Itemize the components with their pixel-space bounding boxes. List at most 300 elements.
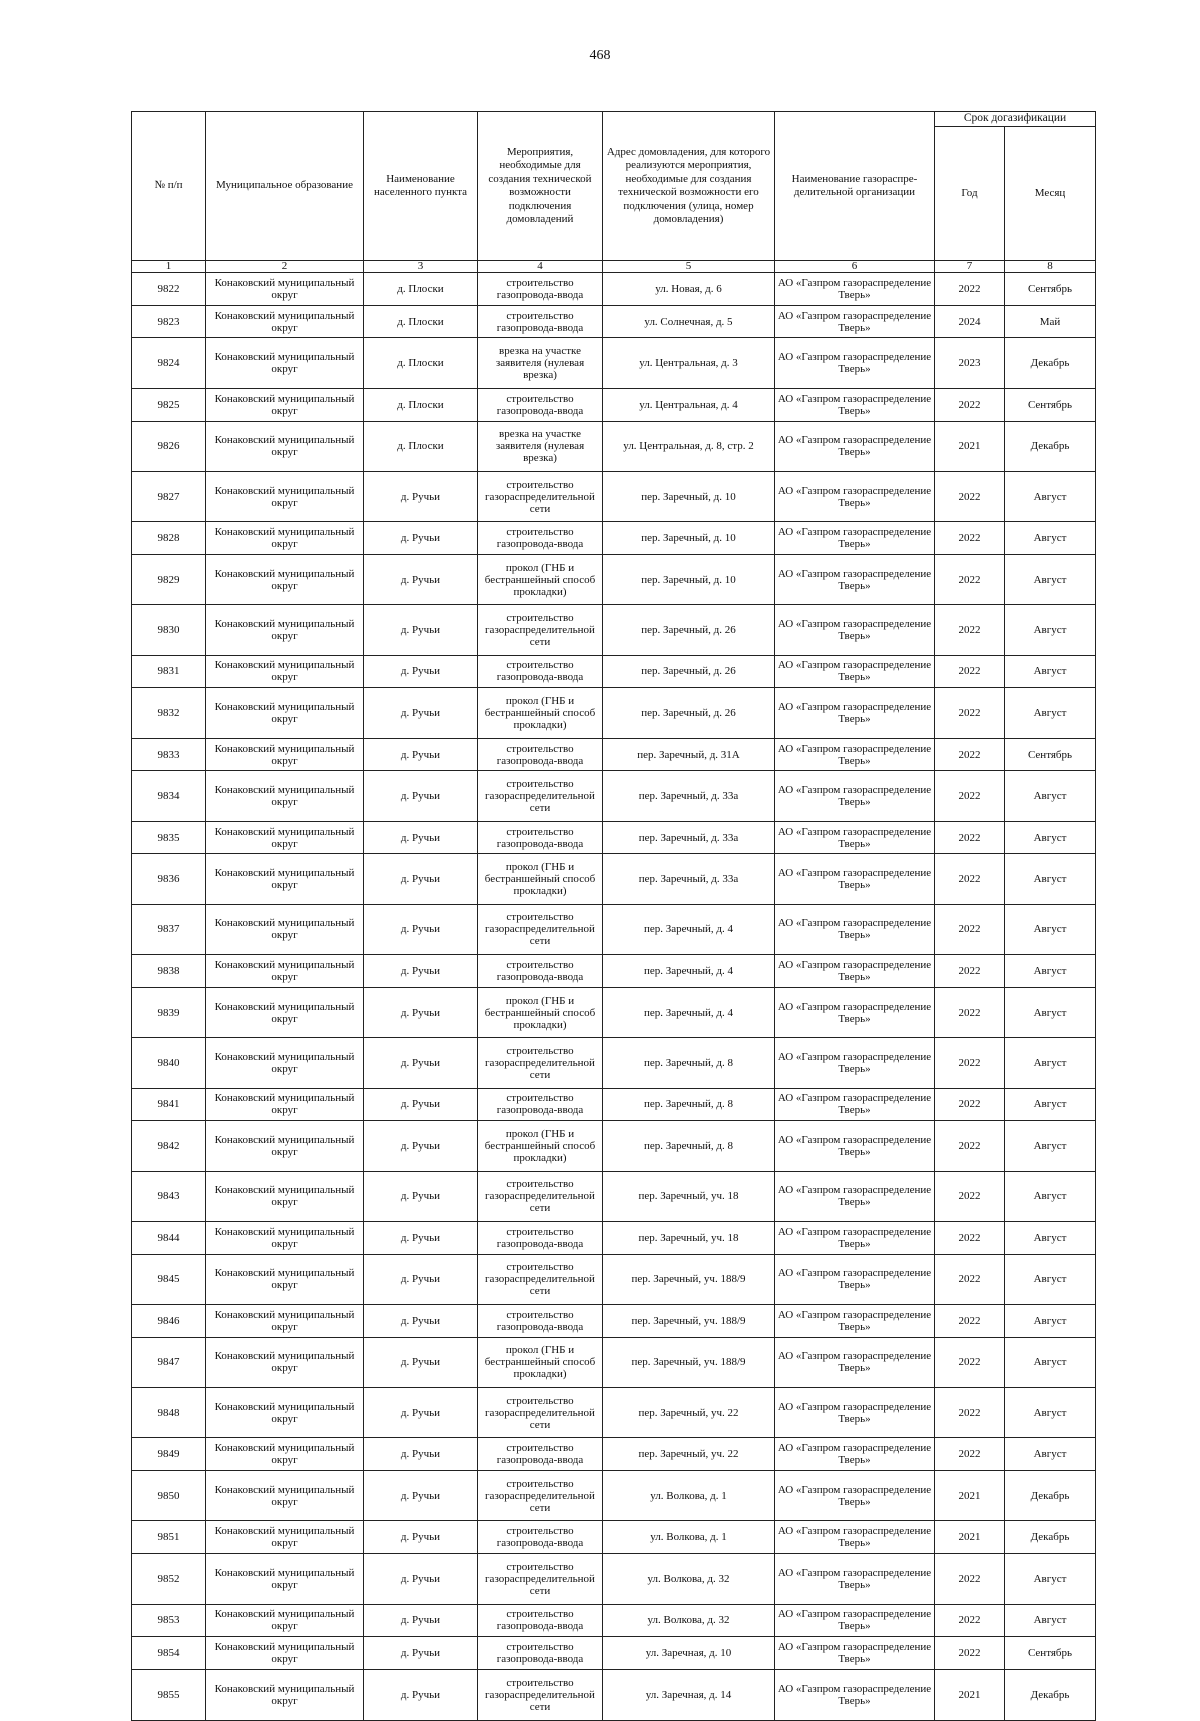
year-cell: 2022 xyxy=(935,1337,1005,1387)
municipality-cell: Конаковский муниципальный округ xyxy=(206,955,364,988)
municipality-cell: Конаковский муниципальный округ xyxy=(206,1305,364,1338)
settlement-cell: д. Ручьи xyxy=(364,605,478,655)
measure-cell: строительство газопровода-ввода xyxy=(478,1637,603,1670)
row-number: 9831 xyxy=(132,655,206,688)
year-cell: 2022 xyxy=(935,1088,1005,1121)
table-row xyxy=(132,1254,1096,1304)
table-row xyxy=(132,471,1096,521)
row-number: 9828 xyxy=(132,522,206,555)
row-number: 9849 xyxy=(132,1438,206,1471)
address-cell: пер. Заречный, уч. 188/9 xyxy=(603,1337,775,1387)
municipality-cell: Конаковский муниципальный округ xyxy=(206,1554,364,1604)
table-row xyxy=(132,1471,1096,1521)
table-row xyxy=(132,1171,1096,1221)
table-row xyxy=(132,554,1096,604)
settlement-cell: д. Ручьи xyxy=(364,1171,478,1221)
month-cell: Август xyxy=(1005,987,1096,1037)
month-cell: Август xyxy=(1005,1254,1096,1304)
table-row xyxy=(132,421,1096,471)
row-number: 9844 xyxy=(132,1221,206,1254)
month-cell: Декабрь xyxy=(1005,1521,1096,1554)
year-cell: 2022 xyxy=(935,655,1005,688)
address-cell: пер. Заречный, д. 26 xyxy=(603,688,775,738)
row-number: 9840 xyxy=(132,1038,206,1088)
address-cell: пер. Заречный, уч. 18 xyxy=(603,1171,775,1221)
org-cell: АО «Газпром газораспределение Тверь» xyxy=(775,1121,935,1171)
address-cell: ул. Волкова, д. 1 xyxy=(603,1521,775,1554)
org-cell: АО «Газпром газораспределение Тверь» xyxy=(775,955,935,988)
year-cell: 2021 xyxy=(935,1471,1005,1521)
settlement-cell: д. Ручьи xyxy=(364,1388,478,1438)
measure-cell: строительство газопровода-ввода xyxy=(478,655,603,688)
settlement-cell: д. Ручьи xyxy=(364,1221,478,1254)
col-number: 4 xyxy=(478,261,603,273)
year-cell: 2022 xyxy=(935,854,1005,904)
row-number: 9842 xyxy=(132,1121,206,1171)
address-cell: пер. Заречный, уч. 22 xyxy=(603,1388,775,1438)
municipality-cell: Конаковский муниципальный округ xyxy=(206,1388,364,1438)
org-cell: АО «Газпром газораспределение Тверь» xyxy=(775,605,935,655)
municipality-cell: Конаковский муниципальный округ xyxy=(206,1337,364,1387)
row-number: 9845 xyxy=(132,1254,206,1304)
settlement-cell: д. Ручьи xyxy=(364,1438,478,1471)
month-cell: Август xyxy=(1005,1088,1096,1121)
municipality-cell: Конаковский муниципальный округ xyxy=(206,1669,364,1720)
row-number: 9851 xyxy=(132,1521,206,1554)
municipality-cell: Конаковский муниципальный округ xyxy=(206,771,364,821)
municipality-cell: Конаковский муниципальный округ xyxy=(206,1471,364,1521)
address-cell: пер. Заречный, д. 10 xyxy=(603,522,775,555)
year-cell: 2022 xyxy=(935,1221,1005,1254)
measure-cell: строительство газораспределительной сети xyxy=(478,904,603,954)
month-cell: Август xyxy=(1005,1305,1096,1338)
header-municipality: Муниципальное образование xyxy=(206,112,364,261)
measure-cell: прокол (ГНБ и бестраншейный способ прокладки) xyxy=(478,1337,603,1387)
address-cell: пер. Заречный, уч. 188/9 xyxy=(603,1305,775,1338)
table-row xyxy=(132,1337,1096,1387)
row-number: 9822 xyxy=(132,273,206,306)
month-cell: Август xyxy=(1005,554,1096,604)
address-cell: ул. Центральная, д. 3 xyxy=(603,338,775,388)
col-number: 5 xyxy=(603,261,775,273)
year-cell: 2022 xyxy=(935,1554,1005,1604)
measure-cell: строительство газораспределительной сети xyxy=(478,1471,603,1521)
org-cell: АО «Газпром газораспределение Тверь» xyxy=(775,1604,935,1637)
measure-cell: врезка на участке заявителя (нулевая врезка) xyxy=(478,421,603,471)
col-number: 6 xyxy=(775,261,935,273)
org-cell: АО «Газпром газораспределение Тверь» xyxy=(775,1669,935,1720)
org-cell: АО «Газпром газораспределение Тверь» xyxy=(775,854,935,904)
measure-cell: строительство газопровода-ввода xyxy=(478,1221,603,1254)
month-cell: Август xyxy=(1005,955,1096,988)
header-measures: Мероприятия, необходимые для создания технической возможности подключения домовладений xyxy=(478,112,603,261)
col-number: 8 xyxy=(1005,261,1096,273)
settlement-cell: д. Плоски xyxy=(364,273,478,306)
org-cell: АО «Газпром газораспределение Тверь» xyxy=(775,738,935,771)
settlement-cell: д. Ручьи xyxy=(364,1038,478,1088)
row-number: 9836 xyxy=(132,854,206,904)
org-cell: АО «Газпром газораспределение Тверь» xyxy=(775,1038,935,1088)
municipality-cell: Конаковский муниципальный округ xyxy=(206,1038,364,1088)
measure-cell: строительство газораспределительной сети xyxy=(478,1254,603,1304)
municipality-cell: Конаковский муниципальный округ xyxy=(206,338,364,388)
year-cell: 2022 xyxy=(935,904,1005,954)
month-cell: Август xyxy=(1005,904,1096,954)
address-cell: пер. Заречный, д. 4 xyxy=(603,955,775,988)
month-cell: Август xyxy=(1005,1038,1096,1088)
year-cell: 2022 xyxy=(935,388,1005,421)
org-cell: АО «Газпром газораспределение Тверь» xyxy=(775,1337,935,1387)
measure-cell: строительство газопровода-ввода xyxy=(478,1521,603,1554)
settlement-cell: д. Ручьи xyxy=(364,1305,478,1338)
year-cell: 2022 xyxy=(935,1604,1005,1637)
table-row xyxy=(132,1038,1096,1088)
address-cell: пер. Заречный, уч. 188/9 xyxy=(603,1254,775,1304)
org-cell: АО «Газпром газораспределение Тверь» xyxy=(775,1471,935,1521)
municipality-cell: Конаковский муниципальный округ xyxy=(206,1121,364,1171)
municipality-cell: Конаковский муниципальный округ xyxy=(206,987,364,1037)
municipality-cell: Конаковский муниципальный округ xyxy=(206,421,364,471)
settlement-cell: д. Ручьи xyxy=(364,987,478,1037)
row-number: 9852 xyxy=(132,1554,206,1604)
table-row xyxy=(132,821,1096,854)
settlement-cell: д. Ручьи xyxy=(364,1121,478,1171)
row-number: 9846 xyxy=(132,1305,206,1338)
page-number: 468 xyxy=(589,48,611,63)
org-cell: АО «Газпром газораспределение Тверь» xyxy=(775,1254,935,1304)
year-cell: 2024 xyxy=(935,305,1005,338)
org-cell: АО «Газпром газораспределение Тверь» xyxy=(775,1088,935,1121)
measure-cell: строительство газораспределительной сети xyxy=(478,1038,603,1088)
gasification-table xyxy=(131,111,1096,1721)
measure-cell: строительство газопровода-ввода xyxy=(478,388,603,421)
table-body xyxy=(132,273,1096,1721)
table-row xyxy=(132,655,1096,688)
month-cell: Август xyxy=(1005,1121,1096,1171)
table-row xyxy=(132,955,1096,988)
measure-cell: строительство газопровода-ввода xyxy=(478,1604,603,1637)
address-cell: пер. Заречный, д. 33а xyxy=(603,854,775,904)
row-number: 9853 xyxy=(132,1604,206,1637)
org-cell: АО «Газпром газораспределение Тверь» xyxy=(775,471,935,521)
month-cell: Сентябрь xyxy=(1005,388,1096,421)
settlement-cell: д. Ручьи xyxy=(364,1471,478,1521)
row-number: 9843 xyxy=(132,1171,206,1221)
measure-cell: строительство газораспределительной сети xyxy=(478,1669,603,1720)
settlement-cell: д. Ручьи xyxy=(364,1637,478,1670)
municipality-cell: Конаковский муниципальный округ xyxy=(206,388,364,421)
row-number: 9823 xyxy=(132,305,206,338)
year-cell: 2022 xyxy=(935,605,1005,655)
year-cell: 2022 xyxy=(935,987,1005,1037)
address-cell: ул. Волкова, д. 32 xyxy=(603,1554,775,1604)
address-cell: ул. Волкова, д. 32 xyxy=(603,1604,775,1637)
header-deadline: Срок догазификации xyxy=(935,112,1096,127)
address-cell: пер. Заречный, уч. 22 xyxy=(603,1438,775,1471)
org-cell: АО «Газпром газораспределение Тверь» xyxy=(775,554,935,604)
settlement-cell: д. Плоски xyxy=(364,388,478,421)
municipality-cell: Конаковский муниципальный округ xyxy=(206,904,364,954)
municipality-cell: Конаковский муниципальный округ xyxy=(206,1171,364,1221)
month-cell: Август xyxy=(1005,854,1096,904)
header-settlement: Наименование населенного пункта xyxy=(364,112,478,261)
settlement-cell: д. Ручьи xyxy=(364,471,478,521)
org-cell: АО «Газпром газораспределение Тверь» xyxy=(775,1554,935,1604)
measure-cell: строительство газораспределительной сети xyxy=(478,771,603,821)
measure-cell: прокол (ГНБ и бестраншейный способ прокладки) xyxy=(478,854,603,904)
row-number: 9824 xyxy=(132,338,206,388)
municipality-cell: Конаковский муниципальный округ xyxy=(206,1521,364,1554)
header-month: Месяц xyxy=(1005,127,1096,261)
municipality-cell: Конаковский муниципальный округ xyxy=(206,605,364,655)
year-cell: 2022 xyxy=(935,771,1005,821)
month-cell: Сентябрь xyxy=(1005,738,1096,771)
settlement-cell: д. Плоски xyxy=(364,421,478,471)
year-cell: 2022 xyxy=(935,471,1005,521)
measure-cell: прокол (ГНБ и бестраншейный способ прокладки) xyxy=(478,1121,603,1171)
table-row xyxy=(132,1669,1096,1720)
address-cell: ул. Волкова, д. 1 xyxy=(603,1471,775,1521)
month-cell: Сентябрь xyxy=(1005,1637,1096,1670)
row-number: 9854 xyxy=(132,1637,206,1670)
municipality-cell: Конаковский муниципальный округ xyxy=(206,305,364,338)
year-cell: 2022 xyxy=(935,1637,1005,1670)
table-row xyxy=(132,338,1096,388)
settlement-cell: д. Плоски xyxy=(364,305,478,338)
org-cell: АО «Газпром газораспределение Тверь» xyxy=(775,904,935,954)
month-cell: Август xyxy=(1005,522,1096,555)
table-row xyxy=(132,1121,1096,1171)
row-number: 9838 xyxy=(132,955,206,988)
table-row xyxy=(132,305,1096,338)
settlement-cell: д. Ручьи xyxy=(364,821,478,854)
row-number: 9841 xyxy=(132,1088,206,1121)
row-number: 9837 xyxy=(132,904,206,954)
table-row xyxy=(132,987,1096,1037)
month-cell: Август xyxy=(1005,655,1096,688)
municipality-cell: Конаковский муниципальный округ xyxy=(206,738,364,771)
measure-cell: прокол (ГНБ и бестраншейный способ прокладки) xyxy=(478,987,603,1037)
org-cell: АО «Газпром газораспределение Тверь» xyxy=(775,688,935,738)
header-address: Адрес домовладения, для которого реализуются мероприятия, необходимые для создания технической возможности его подключения (улица, номер домовладения) xyxy=(603,112,775,261)
address-cell: ул. Центральная, д. 8, стр. 2 xyxy=(603,421,775,471)
month-cell: Май xyxy=(1005,305,1096,338)
settlement-cell: д. Ручьи xyxy=(364,1669,478,1720)
address-cell: пер. Заречный, д. 4 xyxy=(603,987,775,1037)
year-cell: 2022 xyxy=(935,738,1005,771)
month-cell: Август xyxy=(1005,1221,1096,1254)
row-number: 9825 xyxy=(132,388,206,421)
row-number: 9839 xyxy=(132,987,206,1037)
row-number: 9855 xyxy=(132,1669,206,1720)
municipality-cell: Конаковский муниципальный округ xyxy=(206,655,364,688)
month-cell: Август xyxy=(1005,605,1096,655)
org-cell: АО «Газпром газораспределение Тверь» xyxy=(775,655,935,688)
settlement-cell: д. Ручьи xyxy=(364,1254,478,1304)
month-cell: Декабрь xyxy=(1005,421,1096,471)
month-cell: Август xyxy=(1005,1171,1096,1221)
org-cell: АО «Газпром газораспределение Тверь» xyxy=(775,305,935,338)
row-number: 9835 xyxy=(132,821,206,854)
table-row xyxy=(132,1438,1096,1471)
table-row xyxy=(132,1521,1096,1554)
table-row xyxy=(132,771,1096,821)
address-cell: пер. Заречный, д. 8 xyxy=(603,1088,775,1121)
settlement-cell: д. Ручьи xyxy=(364,1521,478,1554)
year-cell: 2022 xyxy=(935,522,1005,555)
municipality-cell: Конаковский муниципальный округ xyxy=(206,1637,364,1670)
row-number: 9834 xyxy=(132,771,206,821)
table-row xyxy=(132,1388,1096,1438)
table-row xyxy=(132,854,1096,904)
address-cell: пер. Заречный, д. 33а xyxy=(603,771,775,821)
municipality-cell: Конаковский муниципальный округ xyxy=(206,273,364,306)
measure-cell: строительство газопровода-ввода xyxy=(478,1088,603,1121)
year-cell: 2022 xyxy=(935,1254,1005,1304)
org-cell: АО «Газпром газораспределение Тверь» xyxy=(775,1388,935,1438)
org-cell: АО «Газпром газораспределение Тверь» xyxy=(775,1637,935,1670)
row-number: 9826 xyxy=(132,421,206,471)
col-number: 3 xyxy=(364,261,478,273)
org-cell: АО «Газпром газораспределение Тверь» xyxy=(775,273,935,306)
address-cell: пер. Заречный, д. 8 xyxy=(603,1121,775,1171)
org-cell: АО «Газпром газораспределение Тверь» xyxy=(775,1305,935,1338)
table-row xyxy=(132,1221,1096,1254)
month-cell: Август xyxy=(1005,821,1096,854)
address-cell: пер. Заречный, д. 26 xyxy=(603,605,775,655)
col-number: 1 xyxy=(132,261,206,273)
measure-cell: строительство газораспределительной сети xyxy=(478,605,603,655)
year-cell: 2022 xyxy=(935,688,1005,738)
settlement-cell: д. Ручьи xyxy=(364,955,478,988)
address-cell: ул. Солнечная, д. 5 xyxy=(603,305,775,338)
table-row xyxy=(132,1305,1096,1338)
month-cell: Август xyxy=(1005,1604,1096,1637)
settlement-cell: д. Ручьи xyxy=(364,904,478,954)
measure-cell: строительство газопровода-ввода xyxy=(478,955,603,988)
row-number: 9847 xyxy=(132,1337,206,1387)
measure-cell: строительство газопровода-ввода xyxy=(478,1305,603,1338)
row-number: 9829 xyxy=(132,554,206,604)
row-number: 9833 xyxy=(132,738,206,771)
month-cell: Декабрь xyxy=(1005,1471,1096,1521)
measure-cell: строительство газораспределительной сети xyxy=(478,471,603,521)
row-number: 9830 xyxy=(132,605,206,655)
address-cell: пер. Заречный, д. 33а xyxy=(603,821,775,854)
address-cell: ул. Центральная, д. 4 xyxy=(603,388,775,421)
org-cell: АО «Газпром газораспределение Тверь» xyxy=(775,522,935,555)
address-cell: пер. Заречный, д. 10 xyxy=(603,554,775,604)
month-cell: Август xyxy=(1005,1438,1096,1471)
org-cell: АО «Газпром газораспределение Тверь» xyxy=(775,1171,935,1221)
municipality-cell: Конаковский муниципальный округ xyxy=(206,854,364,904)
table-row xyxy=(132,522,1096,555)
settlement-cell: д. Ручьи xyxy=(364,522,478,555)
settlement-cell: д. Ручьи xyxy=(364,1088,478,1121)
org-cell: АО «Газпром газораспределение Тверь» xyxy=(775,421,935,471)
table-row xyxy=(132,273,1096,306)
table-row xyxy=(132,1637,1096,1670)
measure-cell: строительство газопровода-ввода xyxy=(478,738,603,771)
table-row xyxy=(132,605,1096,655)
address-cell: ул. Новая, д. 6 xyxy=(603,273,775,306)
measure-cell: строительство газораспределительной сети xyxy=(478,1171,603,1221)
org-cell: АО «Газпром газораспределение Тверь» xyxy=(775,1438,935,1471)
month-cell: Декабрь xyxy=(1005,338,1096,388)
table-row xyxy=(132,1604,1096,1637)
address-cell: ул. Заречная, д. 14 xyxy=(603,1669,775,1720)
municipality-cell: Конаковский муниципальный округ xyxy=(206,1088,364,1121)
municipality-cell: Конаковский муниципальный округ xyxy=(206,1221,364,1254)
settlement-cell: д. Плоски xyxy=(364,338,478,388)
address-cell: пер. Заречный, уч. 18 xyxy=(603,1221,775,1254)
year-cell: 2022 xyxy=(935,1171,1005,1221)
measure-cell: прокол (ГНБ и бестраншейный способ прокладки) xyxy=(478,554,603,604)
measure-cell: строительство газопровода-ввода xyxy=(478,821,603,854)
table-row xyxy=(132,1554,1096,1604)
year-cell: 2022 xyxy=(935,1121,1005,1171)
org-cell: АО «Газпром газораспределение Тверь» xyxy=(775,821,935,854)
measure-cell: врезка на участке заявителя (нулевая врезка) xyxy=(478,338,603,388)
year-cell: 2021 xyxy=(935,1669,1005,1720)
year-cell: 2022 xyxy=(935,1388,1005,1438)
measure-cell: строительство газораспределительной сети xyxy=(478,1554,603,1604)
municipality-cell: Конаковский муниципальный округ xyxy=(206,471,364,521)
org-cell: АО «Газпром газораспределение Тверь» xyxy=(775,987,935,1037)
year-cell: 2022 xyxy=(935,554,1005,604)
measure-cell: строительство газопровода-ввода xyxy=(478,522,603,555)
address-cell: пер. Заречный, д. 10 xyxy=(603,471,775,521)
municipality-cell: Конаковский муниципальный округ xyxy=(206,1604,364,1637)
org-cell: АО «Газпром газораспределение Тверь» xyxy=(775,1521,935,1554)
row-number: 9850 xyxy=(132,1471,206,1521)
month-cell: Август xyxy=(1005,1554,1096,1604)
municipality-cell: Конаковский муниципальный округ xyxy=(206,821,364,854)
year-cell: 2021 xyxy=(935,1521,1005,1554)
municipality-cell: Конаковский муниципальный округ xyxy=(206,688,364,738)
address-cell: пер. Заречный, д. 8 xyxy=(603,1038,775,1088)
month-cell: Август xyxy=(1005,1337,1096,1387)
month-cell: Август xyxy=(1005,688,1096,738)
settlement-cell: д. Ручьи xyxy=(364,1554,478,1604)
year-cell: 2022 xyxy=(935,273,1005,306)
table-row xyxy=(132,904,1096,954)
settlement-cell: д. Ручьи xyxy=(364,854,478,904)
year-cell: 2022 xyxy=(935,1038,1005,1088)
row-number: 9848 xyxy=(132,1388,206,1438)
year-cell: 2022 xyxy=(935,821,1005,854)
table-row xyxy=(132,388,1096,421)
measure-cell: прокол (ГНБ и бестраншейный способ прокладки) xyxy=(478,688,603,738)
year-cell: 2021 xyxy=(935,421,1005,471)
col-number: 7 xyxy=(935,261,1005,273)
month-cell: Август xyxy=(1005,471,1096,521)
year-cell: 2022 xyxy=(935,1438,1005,1471)
month-cell: Август xyxy=(1005,771,1096,821)
header-org: Наименование газораспре-делительной организации xyxy=(775,112,935,261)
municipality-cell: Конаковский муниципальный округ xyxy=(206,1254,364,1304)
row-number: 9827 xyxy=(132,471,206,521)
settlement-cell: д. Ручьи xyxy=(364,554,478,604)
measure-cell: строительство газопровода-ввода xyxy=(478,1438,603,1471)
col-number: 2 xyxy=(206,261,364,273)
settlement-cell: д. Ручьи xyxy=(364,738,478,771)
year-cell: 2022 xyxy=(935,1305,1005,1338)
municipality-cell: Конаковский муниципальный округ xyxy=(206,1438,364,1471)
municipality-cell: Конаковский муниципальный округ xyxy=(206,554,364,604)
table-row xyxy=(132,688,1096,738)
settlement-cell: д. Ручьи xyxy=(364,1337,478,1387)
